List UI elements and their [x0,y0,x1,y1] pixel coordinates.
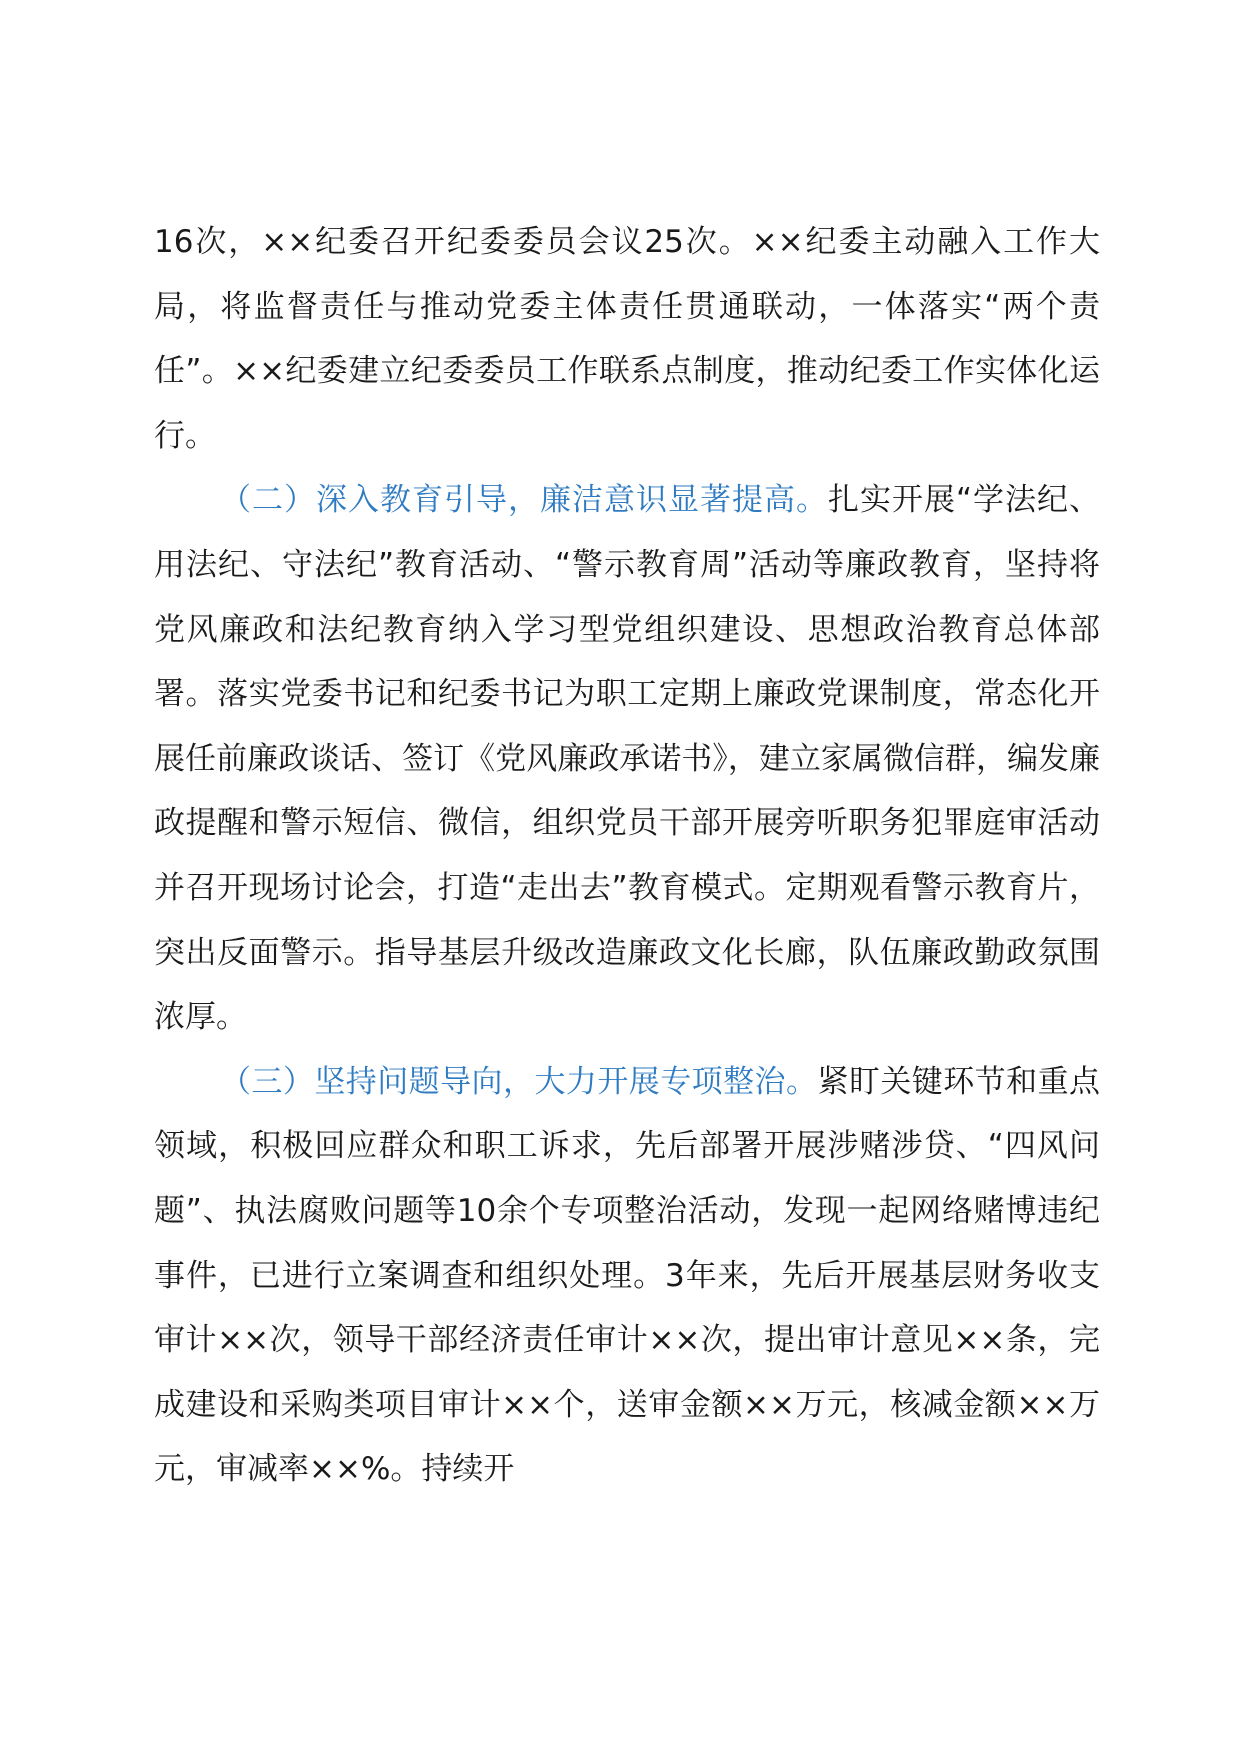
section-3-heading: （三）坚持问题导向，大力开展专项整治。 [220,1063,818,1100]
paragraph-section-2 [154,468,1100,1049]
paragraph-continuation: 16次，××纪委召开纪委委员会议25次。××纪委主动融入工作大局，将监督责任与推动党委主体责任贯通联动，一体落实“两个责任”。××纪委建立纪委委员工作联系点制度，推动纪委工作实体化运行。 [154,224,1100,454]
section-3-body: 紧盯关键环节和重点领域，积极回应群众和职工诉求，先后部署开展涉赌涉贷、“四风问题”、执法腐败问题等10余个专项整治活动，发现一起网络赌博违纪事件，已进行立案调查和组织处理。3年来，先后开展基层财务收支审计××次，领导干部经济责任审计××次，提出审计意见××条，完成建设和采购类项目审计××个，送审金额××万元，核减金额××万元，审减率××%。持续开 [154,1063,1101,1488]
document-body [154,210,1100,1502]
section-2-body: 扎实开展“学法纪、用法纪、守法纪”教育活动、“警示教育周”活动等廉政教育，坚持将党风廉政和法纪教育纳入学习型党组织建设、思想政治教育总体部署。落实党委书记和纪委书记为职工定期上廉政党课制度，常态化开展任前廉政谈话、签订《党风廉政承诺书》，建立家属微信群，编发廉政提醒和警示短信、微信，组织党员干部开展旁听职务犯罪庭审活动并召开现场讨论会，打造“走出去”教育模式。定期观看警示教育片，突出反面警示。指导基层升级改造廉政文化长廊，队伍廉政勤政氛围浓厚。 [154,482,1101,1036]
section-2-heading: （二）深入教育引导，廉洁意识显著提高。 [220,482,828,519]
paragraph-section-3 [154,1050,1100,1502]
